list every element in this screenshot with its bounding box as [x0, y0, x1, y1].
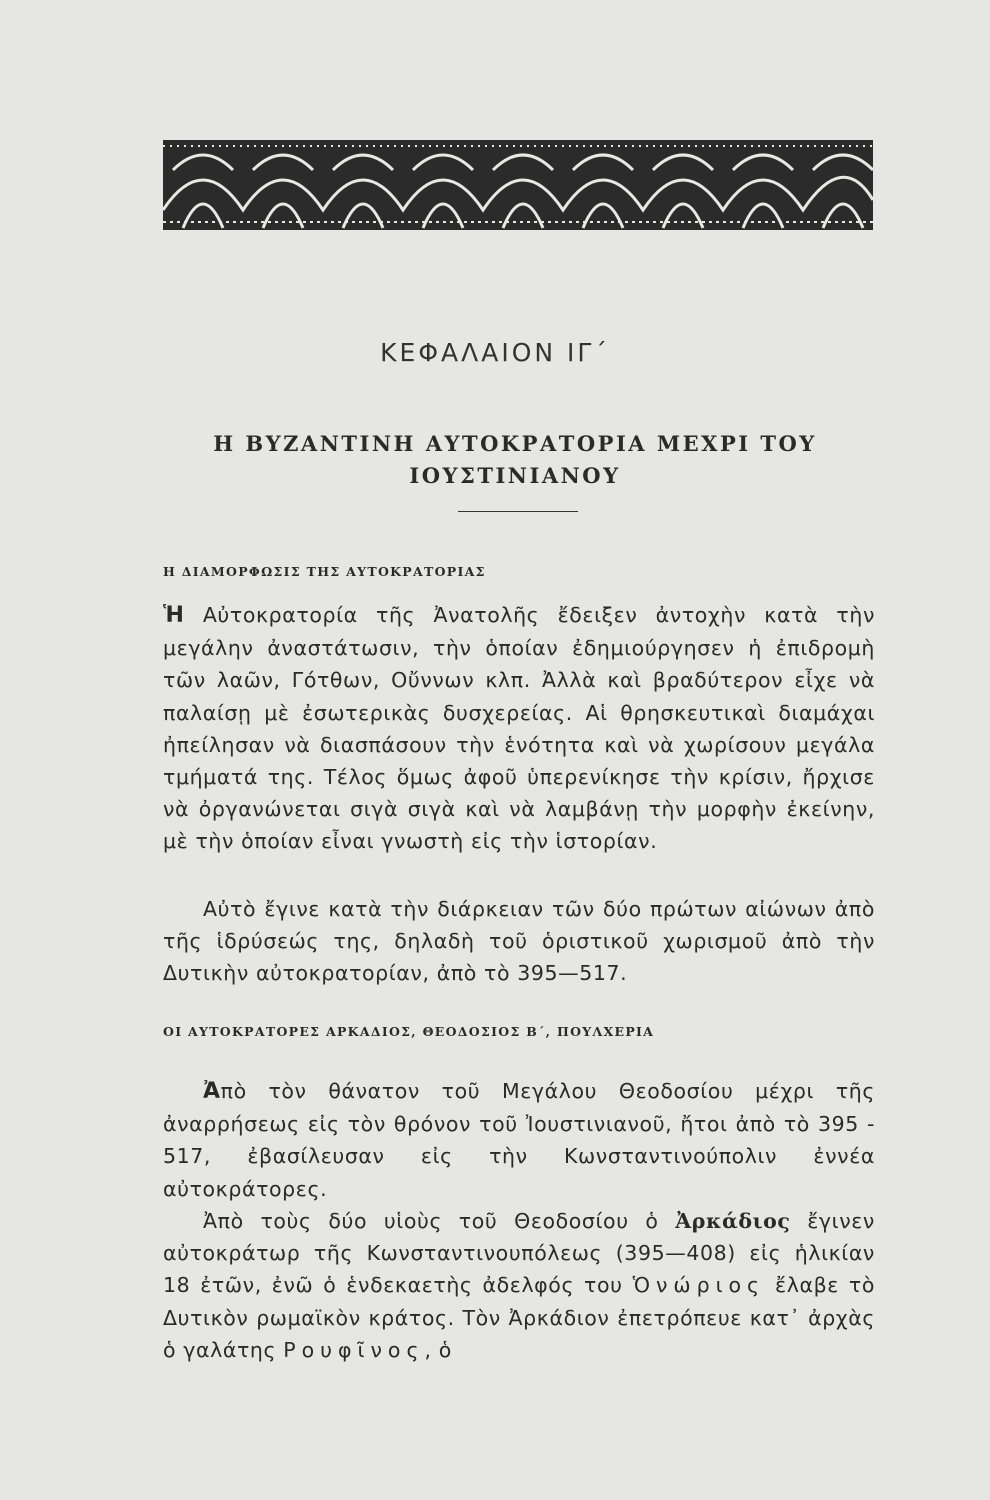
- section-heading-formation: Η ΔΙΑΜΟΡΦΩΣΙΣ ΤΗΣ ΑΥΤΟΚΡΑΤΟΡΙΑΣ: [163, 564, 486, 579]
- paragraph-4-part-a: Ἀπὸ τοὺς δύο υἱοὺς τοῦ Θεοδοσίου ὁ: [203, 1209, 676, 1233]
- paragraph-1: [163, 599, 875, 858]
- paragraph-3: [163, 1075, 875, 1205]
- name-arkadios: Ἀρκάδιος: [675, 1209, 791, 1233]
- title-divider: [458, 511, 578, 512]
- name-roufinos: Ρουφῖνος: [283, 1337, 425, 1362]
- section-heading-emperors: ΟΙ ΑΥΤΟΚΡΑΤΟΡΕΣ ΑΡΚΑΔΙΟΣ, ΘΕΟΔΟΣΙΟΣ Β΄, ΠΟΥΛΧΕΡΙΑ: [163, 1024, 655, 1039]
- chapter-title-line-1: Η ΒΥΖΑΝΤΙΝΗ ΑΥΤΟΚΡΑΤΟΡΙΑ ΜΕΧΡΙ ΤΟΥ: [213, 431, 817, 456]
- paragraph-4: [163, 1205, 875, 1366]
- paragraph-4-part-b: ἔγινεν αὐτοκράτωρ τῆς Κωνσταντινουπόλεως (395—408) εἰς ἡλικίαν 18 ἐτῶν, ἐνῶ ὁ ἑνδεκαετὴς ἀδελφός του: [163, 1209, 875, 1298]
- chapter-title-line-2: ΙΟΥΣΤΙΝΙΑΝΟΥ: [409, 463, 621, 488]
- paragraph-4-part-c: ἔλαβε τὸ Δυτικὸν ρωμαϊκὸν κράτος. Τὸν Ἀρκάδιον ἐπετρόπευε κατ᾽ ἀρχὰς ὁ γαλάτης: [163, 1273, 875, 1362]
- paragraph-4-part-d: , ὁ: [424, 1337, 452, 1362]
- paragraph-2: Αὐτὸ ἔγινε κατὰ τὴν διάρκειαν τῶν δύο πρώτων αἰώνων ἀπὸ τῆς ἱδρύσεώς της, δηλαδὴ τοῦ ὁριστικοῦ χωρισμοῦ ἀπὸ τὴν Δυτικὴν αὐτοκρατορίαν, ἀπὸ τὸ 395—517.: [163, 897, 875, 986]
- floral-lotus-ornament-icon: [163, 140, 873, 230]
- chapter-title: [160, 428, 870, 492]
- name-onorios: Ὁνώριος: [632, 1273, 766, 1298]
- chapter-heading: ΚΕΦΑΛΑΙΟΝ ΙΓ΄: [380, 338, 610, 367]
- paragraph-3-initial: Ἀ: [203, 1079, 221, 1104]
- paragraph-1-initial: Ἡ: [163, 603, 185, 628]
- paragraph-1-text: Αὐτοκρατορία τῆς Ἀνατολῆς ἔδειξεν ἀντοχὴν κατὰ τὴν μεγάλην ἀναστάτωσιν, τὴν ὁποίαν ἐδημιούργησεν ἡ ἐπιδρομὴ τῶν λαῶν, Γότθων, Οὔννων κλπ. Ἀλλὰ καὶ βραδύτερον εἶχε νὰ παλαίσῃ μὲ ἐσωτερικὰς δυσχερείας. Αἱ θρησκευτικαὶ διαμάχαι ἠπείλησαν νὰ διασπάσουν τὴν ἑνότητα καὶ νὰ χωρίσουν μεγάλα τμήματά της. Τέλος ὅμως ἀφοῦ ὑπερενίκησε τὴν κρίσιν, ἤρχισε νὰ ὀργανώνεται σιγὰ σιγὰ καὶ νὰ λαμβάνῃ τὴν μορφὴν ἐκείνην, μὲ τὴν ὁποίαν εἶναι γνωστὴ εἰς τὴν ἱστορίαν.: [163, 603, 875, 854]
- paragraph-3-text: πὸ τὸν θάνατον τοῦ Μεγάλου Θεοδοσίου μέχρι τῆς ἀναρρήσεως εἰς τὸν θρόνον τοῦ Ἰουστινιανοῦ, ἤτοι ἀπὸ τὸ 395 - 517, ἐβασίλευσαν εἰς τὴν Κωνσταντινούπολιν ἐννέα αὐτοκράτορες.: [163, 1079, 875, 1201]
